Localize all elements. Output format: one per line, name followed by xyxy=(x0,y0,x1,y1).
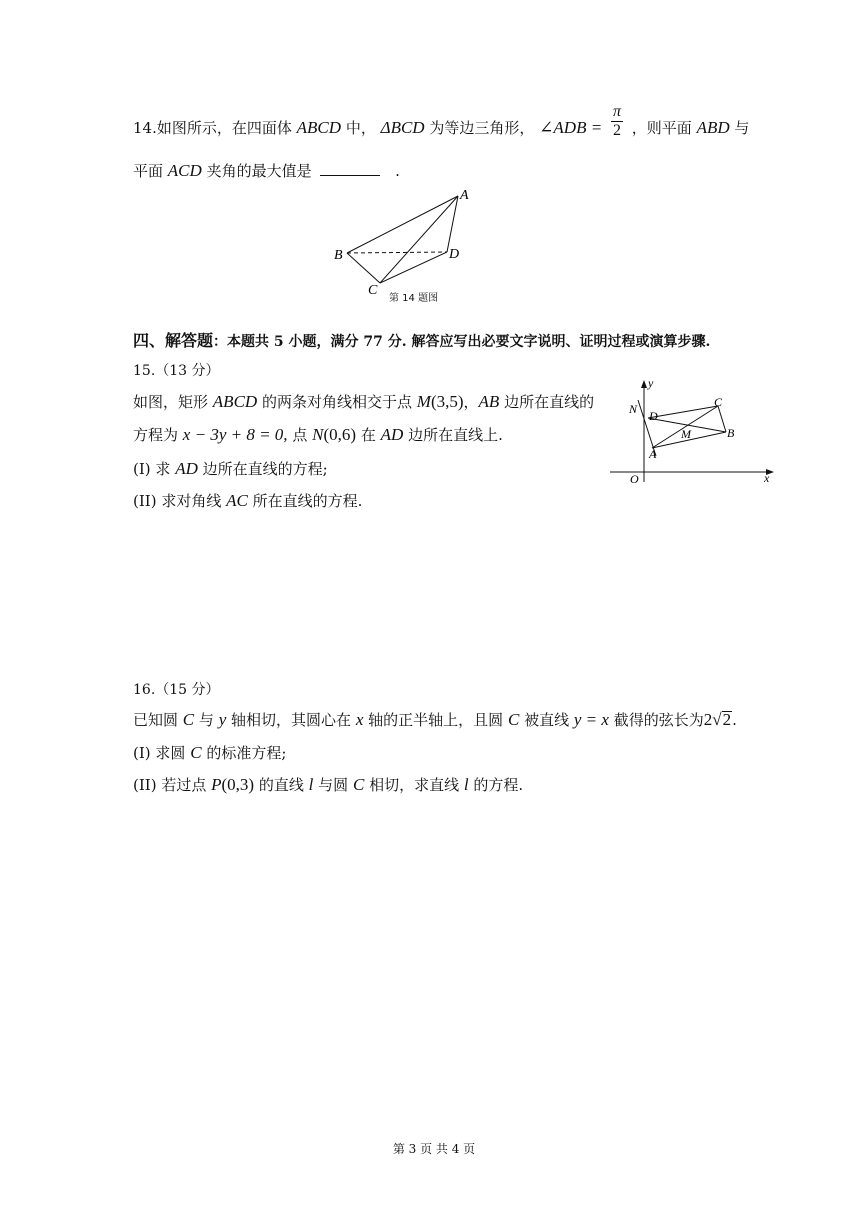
q16-var-l2: l xyxy=(463,775,469,794)
q14-text3: ，则平面 xyxy=(631,119,692,137)
q14-prefix: 14.如图所示，在四面体 xyxy=(133,119,292,137)
q15-header: 15.（13 分） xyxy=(133,363,220,379)
q14-edge-ad xyxy=(447,196,458,252)
q14-var-acd: ACD xyxy=(167,161,202,180)
q16-line-eq: y = x xyxy=(573,710,609,729)
q14-line2-a: 平面 xyxy=(133,162,164,180)
q14-label-c: C xyxy=(368,283,378,298)
q16-p2-b: 的直线 xyxy=(258,776,304,794)
q15-label-n: N xyxy=(629,402,638,416)
q15-var-ad: AD xyxy=(380,425,404,444)
section4-desc: ：本题共 5 小题，满分 77 分. 解答应写出必要文字说明、证明过程或演算步骤. xyxy=(213,334,711,350)
q16-var-x: x xyxy=(355,710,364,729)
q15-l2-a: 方程为 xyxy=(133,426,179,444)
q16-var-y: y xyxy=(218,710,227,729)
q16-part2 xyxy=(133,775,523,795)
q16-l1-i: . xyxy=(732,711,737,729)
q16-chord-coef: 2 xyxy=(703,710,713,729)
q14-text2: 为等边三角形， xyxy=(429,119,535,137)
q16-p1-var: C xyxy=(190,743,202,762)
q15-p2-b: 所在直线的方程. xyxy=(252,492,363,510)
q14-fraction xyxy=(611,103,623,140)
q16-p2-f: 的方程. xyxy=(473,776,524,794)
q16-p2-e: 相切，求直线 xyxy=(369,776,460,794)
q14-answer-blank xyxy=(320,161,380,176)
q15-line1 xyxy=(133,392,594,412)
q14-line2-b: 夹角的最大值是 xyxy=(206,162,312,180)
q16-l1-d: 轴的正半轴上，且圆 xyxy=(368,711,504,729)
q15-label-x: x xyxy=(764,471,770,485)
q15-equation-ab: x − 3y + 8 = 0, xyxy=(182,425,288,444)
q16-l1-c: 轴相切，其圆心在 xyxy=(231,711,352,729)
q15-edge-cb xyxy=(718,406,726,432)
q15-line2 xyxy=(133,425,503,445)
q16-p2-a: (II) 若过点 xyxy=(133,776,207,794)
q16-var-l: l xyxy=(308,775,314,794)
q16-l1-b: 与 xyxy=(198,711,214,729)
q15-part1 xyxy=(133,459,328,479)
q16-p2-d: 与圆 xyxy=(318,776,349,794)
q15-var-abcd: ABCD xyxy=(212,392,258,411)
q15-label-y: y xyxy=(648,376,654,390)
q16-p1-a: (I) 求圆 xyxy=(133,744,186,762)
q15-point-m: (3,5) xyxy=(430,392,464,411)
q15-l1-e: 边所在直线的 xyxy=(504,393,595,411)
q14-edge-bc xyxy=(347,253,380,283)
q16-header: 16.（15 分） xyxy=(133,682,220,698)
q14-edge-ba xyxy=(347,196,458,253)
q14-var-triangle: ΔBCD xyxy=(380,118,425,137)
q14-line2-end: . xyxy=(395,162,400,180)
q16-l1-f: 截得的弦长为 xyxy=(613,711,704,729)
q15-p2-a: (II) 求对角线 xyxy=(133,492,222,510)
q15-part2 xyxy=(133,491,362,511)
q15-p1-b: 边所在直线的方程; xyxy=(202,460,328,478)
q16-var-c2: C xyxy=(507,710,520,729)
q16-l1-e: 被直线 xyxy=(524,711,570,729)
section4-header xyxy=(133,331,710,352)
q14-figure-caption: 第 14 题图 xyxy=(389,293,439,304)
q15-l2-e: 边所在直线上. xyxy=(408,426,503,444)
q16-point-p: (0,3) xyxy=(221,775,255,794)
page-footer: 第 3 页 共 4 页 xyxy=(392,1142,476,1156)
q15-l1-d: ， xyxy=(463,393,479,411)
q15-label-a: A xyxy=(649,447,657,461)
q15-var-ab: AB xyxy=(478,392,500,411)
q15-l2-d: 在 xyxy=(360,426,376,444)
q14-figure xyxy=(325,182,485,304)
q16-l1-a: 已知圆 xyxy=(133,711,179,729)
q15-label-c: C xyxy=(714,395,723,409)
q14-frac-num: π xyxy=(612,102,621,120)
q15-p1-var: AD xyxy=(175,459,198,478)
q15-figure xyxy=(608,376,778,486)
q16-p1-b: 的标准方程; xyxy=(206,744,287,762)
q14-label-a: A xyxy=(460,188,469,203)
q15-point-n: (0,6) xyxy=(323,425,357,444)
q15-edge-dc xyxy=(648,406,718,418)
q16-sqrt-radicand: 2 xyxy=(722,710,732,729)
q15-l2-b: 点 xyxy=(292,426,308,444)
q14-edge-cd xyxy=(380,252,447,283)
q16-line1 xyxy=(133,710,737,730)
q14-frac-den: 2 xyxy=(612,121,621,139)
q16-var-c3: C xyxy=(352,775,365,794)
q14-text4: 与 xyxy=(734,119,750,137)
q14-label-d: D xyxy=(449,247,460,262)
q14-var-abd: ABD xyxy=(696,118,730,137)
q16-sqrt-sign: √ xyxy=(712,710,722,729)
q15-label-o: O xyxy=(630,472,639,486)
q15-p1-a: (I) 求 xyxy=(133,460,171,478)
q14-label-b: B xyxy=(334,248,343,263)
section4-title: 四、解答题 xyxy=(133,331,214,350)
q14-line2 xyxy=(133,161,400,181)
q15-label-d: D xyxy=(649,409,658,423)
q16-var-p: P xyxy=(211,775,222,794)
q16-var-c: C xyxy=(182,710,195,729)
q15-p2-var: AC xyxy=(226,491,248,510)
q16-part1 xyxy=(133,743,286,763)
q15-var-m: M xyxy=(416,392,431,411)
q14-edge-ca xyxy=(380,196,458,283)
q14-angle: ∠ADB = xyxy=(539,118,603,137)
q14-text1: 中， xyxy=(345,119,376,137)
q15-var-n: N xyxy=(312,425,324,444)
q14-line1 xyxy=(133,102,750,140)
q15-y-arrow xyxy=(641,380,647,388)
q15-label-m: M xyxy=(681,427,691,441)
q14-edge-bd-dashed xyxy=(347,252,447,253)
q14-var-abcd: ABCD xyxy=(296,118,342,137)
q15-l1-a: 如图，矩形 xyxy=(133,393,209,411)
q15-label-b: B xyxy=(727,426,735,440)
q15-l1-b: 的两条对角线相交于点 xyxy=(261,393,412,411)
